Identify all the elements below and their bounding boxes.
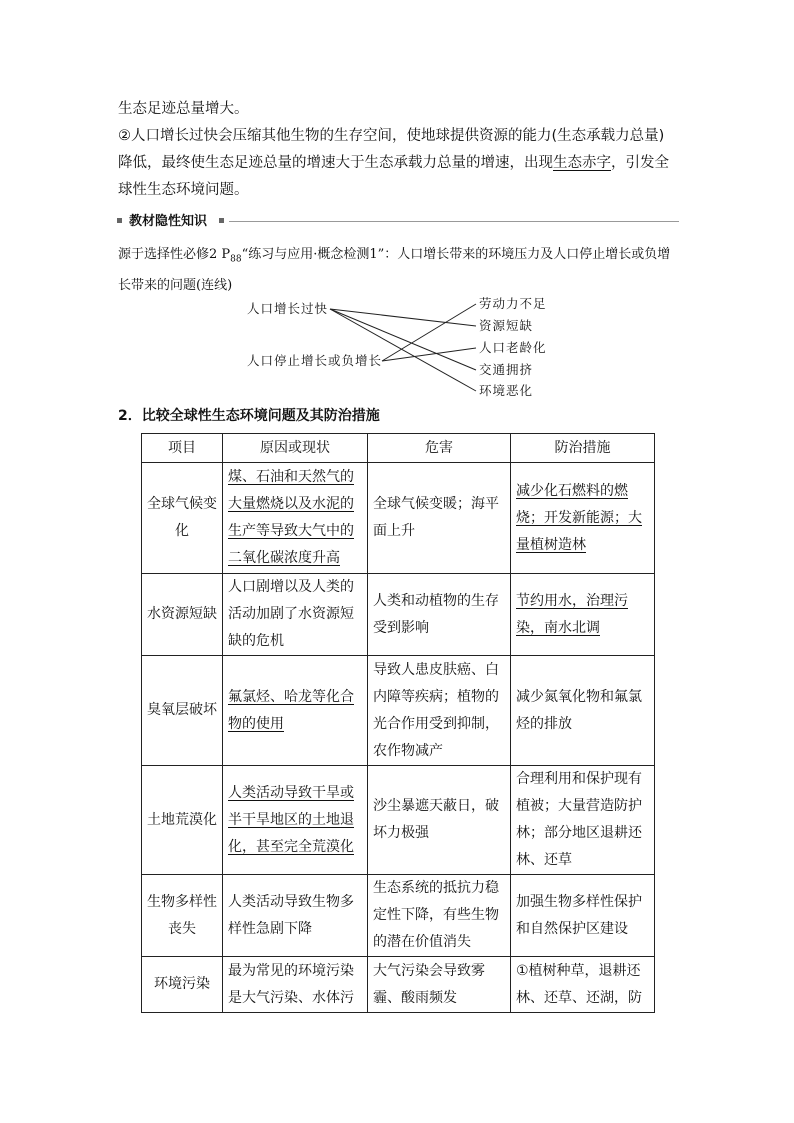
right-node-resource-shortage: 资源短缺 xyxy=(479,318,534,333)
cell-measure: 节约用水，治理污染，南水北调 xyxy=(511,574,655,656)
cell-measure: 减少氮氧化物和氟氯烃的排放 xyxy=(511,656,655,766)
cell-harm: 全球气候变暖；海平面上升 xyxy=(368,463,511,574)
cell-measure: ①植树种草，退耕还林、还草、还湖，防 xyxy=(511,957,655,1013)
cell-harm: 沙尘暴遮天蔽日，破坏力极强 xyxy=(368,766,511,875)
cell-item: 水资源短缺 xyxy=(142,574,223,656)
cell-harm: 人类和动植物的生存受到影响 xyxy=(368,574,511,656)
section-marker-icon xyxy=(219,218,224,223)
right-node-environment: 环境恶化 xyxy=(479,383,534,398)
cell-item: 环境污染 xyxy=(142,957,223,1013)
connector-line-2 xyxy=(330,309,476,391)
hint-paragraph: 源于选择性必修2 $P_{88}“$练习与应用·概念检测1”：人口增长带来的环境压力及人口停止增长或负增长带来的问题(连线) xyxy=(118,247,671,293)
table-row xyxy=(142,875,655,957)
intro-paragraph-2 xyxy=(118,123,678,204)
section-header xyxy=(117,212,679,232)
cell-item: 臭氧层破坏 xyxy=(142,656,223,766)
table-title: 2．比较全球性生态环境问题及其防治措施 xyxy=(118,408,380,424)
right-node-aging: 人口老龄化 xyxy=(479,340,547,355)
table-row xyxy=(142,656,655,766)
cell-harm: 生态系统的抵抗力稳定性下降，有些生物的潜在价值消失 xyxy=(368,875,511,957)
left-node-rapid-growth: 人口增长过快 xyxy=(247,301,329,316)
cell-item: 生物多样性丧失 xyxy=(142,875,223,957)
intro-text-a: ②人口增长过快会压缩其他生物的生存空间，使地球提供资源的能力(生态承载力总量)降低，最终使生态足迹总量的增速大于生态承载力总量的增速，出现 xyxy=(118,128,665,171)
matching-diagram xyxy=(240,295,560,405)
connector-line-3 xyxy=(382,304,476,361)
intro-text-b: ，引发全球性生态环境问题。 xyxy=(118,155,669,198)
table-row xyxy=(142,957,655,1013)
cell-harm: 大气污染会导致雾霾、酸雨频发 xyxy=(368,957,511,1013)
header-measure: 防治措施 xyxy=(511,434,655,463)
right-node-traffic: 交通拥挤 xyxy=(479,362,534,377)
table-row xyxy=(142,766,655,875)
right-node-labor-shortage: 劳动力不足 xyxy=(479,296,547,311)
cell-measure: 合理利用和保护现有植被；大量营造防护林；部分地区退耕还林、还草 xyxy=(511,766,655,875)
cell-measure: 加强生物多样性保护和自然保护区建设 xyxy=(511,875,655,957)
table-row xyxy=(142,463,655,574)
cell-cause: 煤、石油和天然气的大量燃烧以及水泥的生产等导致大气中的二氧化碳浓度升高 xyxy=(223,463,368,574)
section-divider xyxy=(229,221,679,222)
header-cause: 原因或现状 xyxy=(223,434,368,463)
ecological-deficit-term: 生态赤字 xyxy=(553,155,611,171)
table-row xyxy=(142,574,655,656)
comparison-table xyxy=(141,433,655,1013)
header-item: 项目 xyxy=(142,434,223,463)
section-title: 教材隐性知识 xyxy=(129,214,208,229)
cell-item: 土地荒漠化 xyxy=(142,766,223,875)
cell-cause: 人类活动导致生物多样性急剧下降 xyxy=(223,875,368,957)
intro-line-1: 生态足迹总量增大。 xyxy=(118,101,249,117)
table-header-row xyxy=(142,434,655,463)
cell-measure: 减少化石燃料的燃烧；开发新能源；大量植树造林 xyxy=(511,463,655,574)
left-node-zero-growth: 人口停止增长或负增长 xyxy=(247,353,383,368)
cell-cause: 氟氯烃、哈龙等化合物的使用 xyxy=(223,656,368,766)
section-marker-icon xyxy=(117,218,122,223)
header-harm: 危害 xyxy=(368,434,511,463)
cell-cause: 人类活动导致干旱或半干旱地区的土地退化，甚至完全荒漠化 xyxy=(223,766,368,875)
cell-cause: 最为常见的环境污染是大气污染、水体污 xyxy=(223,957,368,1013)
cell-harm: 导致人患皮肤癌、白内障等疾病；植物的光合作用受到抑制，农作物减产 xyxy=(368,656,511,766)
cell-item: 全球气候变化 xyxy=(142,463,223,574)
cell-cause: 人口剧增以及人类的活动加剧了水资源短缺的危机 xyxy=(223,574,368,656)
page-number: 88 xyxy=(230,254,242,265)
